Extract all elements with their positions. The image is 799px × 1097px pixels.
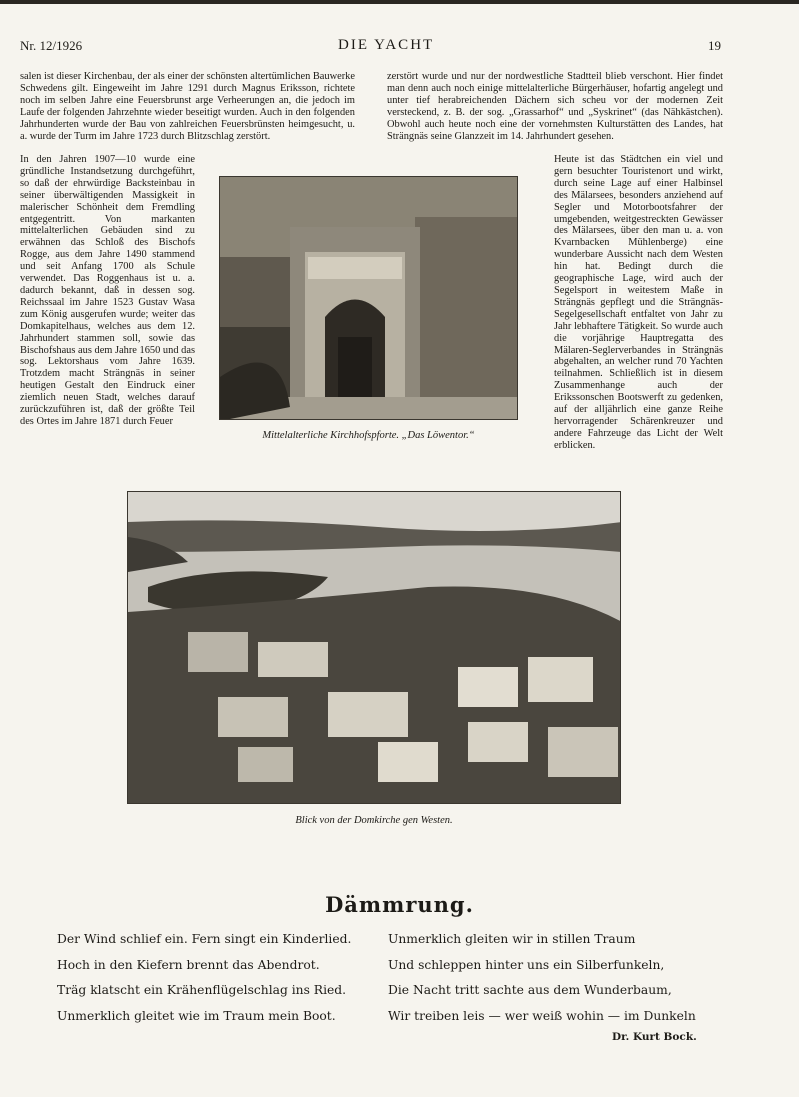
article-column-left [20, 154, 195, 428]
gate-photo-caption: Mittelalterliche Kirchhofspforte. „Das Löwentor.“ [262, 430, 475, 441]
poem-line: Unmerklich gleiten wir in stillen Traum [388, 932, 636, 946]
article-paragraph: Heute ist das Städtchen ein viel und gern besuchter Touristenort und wirkt, durch seine Lage auf einer Halbinsel des Mälarsees, besonders anziehend auf Segler und Motorbootsfahrer der umgebenden, weitgestreckten Gewässer des Mälarsees, über den man u. a. von Kvarnbacken Mühlenberge) eine wunderbare Aussicht nach dem Westen hin hat. Bedingt durch die geographische Lage, wird auch der Segelsport in weitestem Maße in Strängnäs gepflegt und die Strängnäs-Segelgesellschaft entfaltet von Jahr zu Jahr lebhaftere Tätigkeit. So wurde auch die vorjährige Hauptregatta des Mälaren-Seglerverbandes in Strängnäs abgehalten, an welcher rund 70 Yachten teilnahmen. Schließlich ist in diesem Zusammenhange auch der Erikssonschen Bootswerft zu gedenken, auf der alljährlich eine ganze Reihe hervorragender Schärenkreuzer und andere Fahrzeuge das Licht der Welt erblicken. [554, 154, 723, 451]
page-number: 19 [708, 38, 721, 53]
photo-church-gate [219, 176, 518, 420]
page-top-edge [0, 0, 799, 4]
article-paragraph: zerstört wurde und nur der nordwestliche Stadtteil blieb verschont. Hier findet man denn auch noch einige mittelalterliche Bürgerhäuser, hofartig angelegt und unter tief herabreichenden Dächern sich scheu vor der modernen Zeit versteckend, z. B. der sog. „Grassarhof“ und „Syskrinet“ (das Nähkästchen). Obwohl auch heute noch eine der vornehmsten Kulturstätten des Landes, hat Strängnäs seine Glanzzeit im 14. Jahrhundert gesehen. [387, 71, 723, 142]
poem-stanza-left [57, 927, 351, 1029]
church-gate-illustration [220, 177, 518, 420]
town-view-illustration [128, 492, 621, 804]
article-column-right-top [387, 71, 723, 142]
article-paragraph: In den Jahren 1907—10 wurde eine gründliche Instandsetzung durchgeführt, so daß der ehrwürdige Backsteinbau in seiner überwältigenden Massigkeit in malerischer Schönheit dem Fremdling entgegentritt. Von markanten mittelalterlichen Gebäuden sind zu erwähnen das Schloß des Bischofs Rogge, aus dem Jahre 1490 stammend und seit Anfang 1700 als Schule verwendet. Das Roggenhaus ist u. a. dadurch bekannt, daß in dessen sog. Reichssaal im Jahre 1523 Gustav Wasa zum König ausgerufen wurde; weiter das Domkapitelhaus, welches aus dem 12. Jahrhundert stammen soll, sowie das Bischofshaus aus dem Jahre 1650 und das sog. Lektorshaus vom Jahre 1639. Trotzdem macht Strängnäs in seiner heutigen Gestalt den Eindruck einer ziemlich neuen Stadt, welches darauf zurückzuführen ist, daß der größte Teil des Ortes im Jahre 1871 durch Feuer [20, 154, 195, 427]
poem-line: Die Nacht tritt sachte aus dem Wunderbaum, [388, 983, 672, 997]
poem-author: Dr. Kurt Bock. [612, 1031, 697, 1043]
journal-title: DIE YACHT [338, 37, 435, 53]
issue-number: Nr. 12/1926 [20, 38, 83, 53]
poem-line: Unmerklich gleitet wie im Traum mein Boot. [57, 1008, 336, 1023]
poem-stanza-right [388, 927, 696, 1029]
photo-town-view [127, 491, 621, 804]
poem-line: Hoch in den Kiefern brennt das Abendrot. [57, 957, 320, 972]
article-column-right [554, 154, 723, 452]
poem-line: Und schleppen hinter uns ein Silberfunkeln, [388, 957, 665, 972]
town-photo-caption: Blick von der Domkirche gen Westen. [295, 815, 453, 826]
article-column-left-top [20, 71, 355, 142]
poem-line: Träg klatscht ein Krähenflügelschlag ins Ried. [57, 983, 347, 997]
running-header [20, 38, 720, 58]
poem-line: Wir treiben leis — wer weiß wohin — im Dunkeln [388, 1008, 696, 1023]
poem-title: Dämmrung. [325, 892, 474, 917]
article-paragraph: salen ist dieser Kirchenbau, der als einer der schönsten altertümlichen Bauwerke Schwedens gilt. Eingeweiht im Jahre 1291 durch Magnus Eriksson, richtete noch im selben Jahre eine Feuersbrunst arge Verheerungen an, die jedoch im Laufe der folgenden Jahrzehnte wieder beseitigt wurden. Auch in den folgenden Jahrhunderten wurde der Bau von zahlreichen Feuersbrünsten heimgesucht, u. a. wurde der Turm im Jahre 1723 durch Blitzschlag zerstört. [20, 71, 355, 142]
poem-line: Der Wind schlief ein. Fern singt ein Kinderlied. [57, 932, 352, 946]
